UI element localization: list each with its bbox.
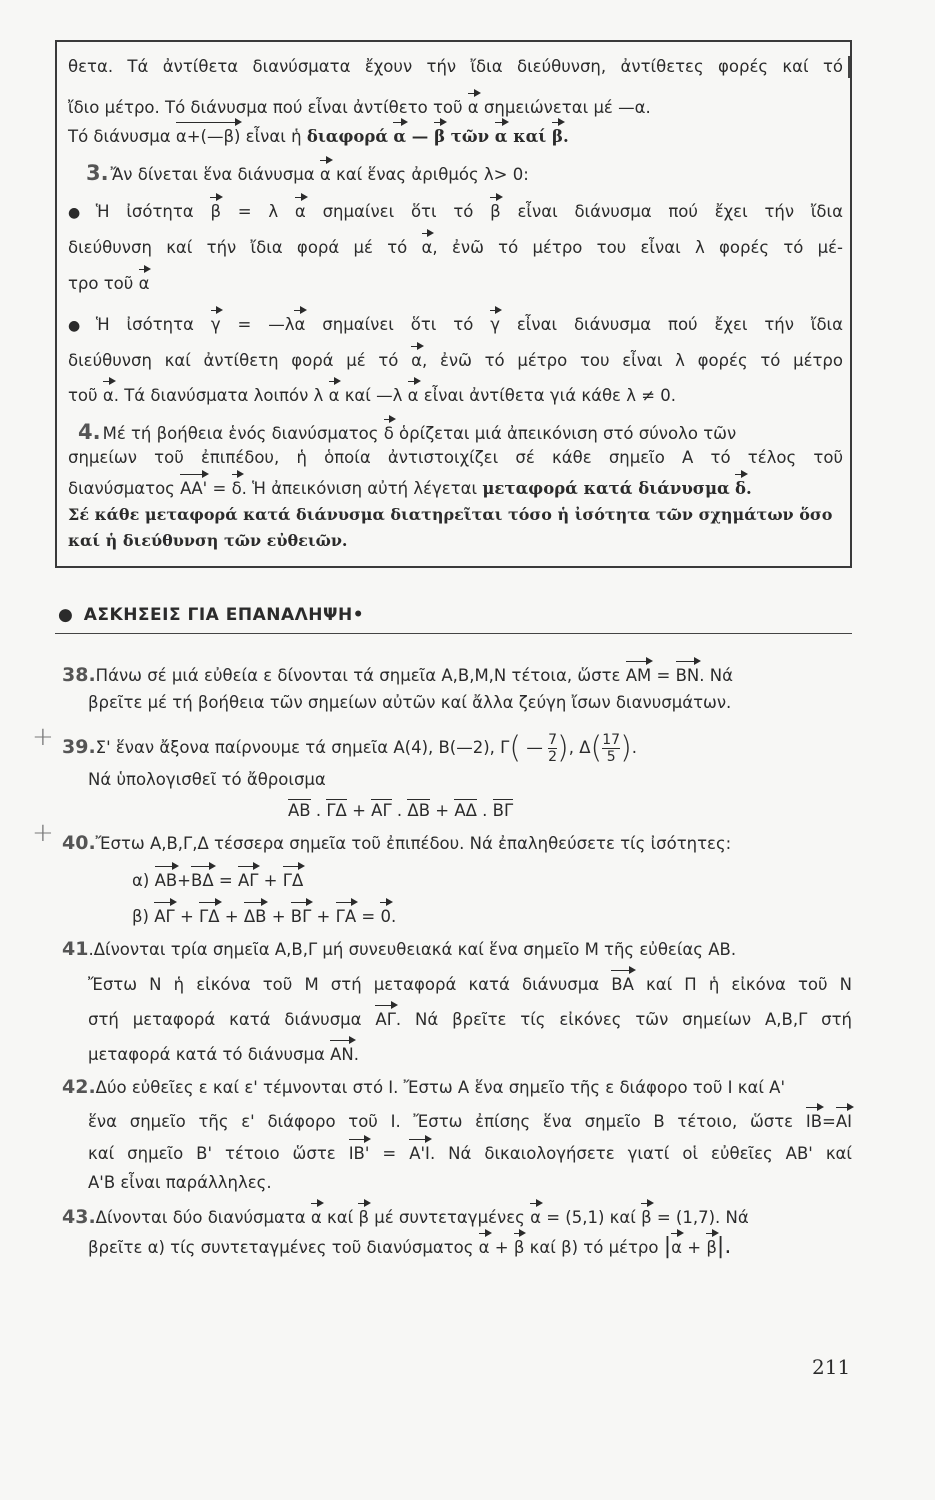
exercise-41: 41.Δίνονται τρία σημεῖα Α,Β,Γ μή συνευθειακά καί ἕνα σημεῖο Μ τῆς εὐθείας ΑΒ.	[62, 938, 737, 960]
exercise-42-line-2: ἕνα σημεῖο τῆς ε' διάφορο τοῦ Ι. Ἔστω ἐπίσης ἕνα σημεῖο Β τέτοιο, ὥστε ΙΒ=ΑΙ	[88, 1112, 852, 1131]
box-line-4: 3. Ἄν δίνεται ἕνα διάνυσμα α καί ἕνας ἀριθμός λ> 0:	[86, 161, 529, 185]
exercise-43: 43.Δίνονται δύο διανύσματα α καί β μέ συντεταγμένες α = (5,1) καί β = (1,7). Νά	[62, 1206, 749, 1228]
exercise-40-a: α) ΑΒ+ΒΔ = ΑΓ + ΓΔ	[132, 871, 304, 890]
box-line-1: θετα. Τά ἀντίθετα διανύσματα ἔχουν τήν ἴδια διεύθυνση, ἀντίθετες φορές καί τό	[68, 57, 843, 76]
exercise-38: 38.Πάνω σέ μιά εὐθεία ε δίνονται τά σημεῖα Α,Β,Μ,Ν τέτοια, ὥστε ΑΜ = ΒΝ. Νά	[62, 664, 733, 686]
box-line-8: ● Ἡ ἰσότητα γ = —λα σημαίνει ὅτι τό γ εἶναι διάνυσμα πού ἔχει τήν ἴδια	[68, 315, 843, 334]
vector-alpha-minus-beta: α+(—β)	[175, 127, 241, 146]
exercise-41-line-4: μεταφορά κατά τό διάνυσμα ΑΝ.	[88, 1045, 360, 1064]
exercise-40-b: β) ΑΓ + ΓΔ + ΔΒ + ΒΓ + ΓΑ = 0.	[132, 907, 397, 926]
margin-mark-39: +	[32, 722, 54, 752]
fraction-17-5: $\frac{17}{5}$	[602, 732, 621, 765]
term-difference: διαφορά	[306, 127, 389, 146]
box-line-3: Τό διάνυσμα α+(—β) εἶναι ἡ διαφορά α — β τῶν α καί β.	[68, 127, 569, 146]
section-rule	[55, 633, 852, 634]
bullet-icon: ●	[58, 605, 74, 625]
margin-mark-40: +	[32, 818, 54, 848]
exercise-41-line-3: στή μεταφορά κατά διάνυσμα ΑΓ. Νά βρεῖτε τίς εἰκόνες τῶν σημείων Α,Β,Γ στή	[88, 1010, 852, 1029]
exercise-43-line-2: βρεῖτε α) τίς συντεταγμένες τοῦ διανύσματος α + β καί β) τό μέτρο |α + β|.	[88, 1234, 732, 1259]
box-line-10: τοῦ α. Τά διανύσματα λοιπόν λ α καί —λ α εἶναι ἀντίθετα γιά κάθε λ ≠ 0.	[68, 386, 677, 405]
exercise-42-line-4: Α'Β εἶναι παράλληλες.	[88, 1173, 272, 1192]
box-line-9: διεύθυνση καί ἀντίθετη φορά μέ τό α, ἐνῶ τό μέτρο του εἶναι λ φορές τό μέτρο	[68, 351, 843, 370]
vector-alpha: α	[467, 98, 479, 117]
exercise-42-line-3: καί σημεῖο Β' τέτοιο ὥστε ΙΒ' = Α'Ι. Νά δικαιολογήσετε γιατί οἱ εὐθεῖες ΑΒ' καί	[88, 1144, 852, 1163]
box-line-12: σημείων τοῦ ἐπιπέδου, ἡ ὁποία ἀντιστοιχίζει σέ κάθε σημεῖο Α τό τέλος τοῦ	[68, 448, 843, 467]
box-line-7: τρο τοῦ α	[68, 274, 150, 293]
box-line-6: διεύθυνση καί τήν ἴδια φορά μέ τό α, ἐνῶ τό μέτρο του εἶναι λ φορές τό μέ-	[68, 238, 843, 257]
term-translation: μεταφορά κατά διάνυσμα	[482, 479, 730, 498]
bullet-icon: ●	[68, 318, 92, 334]
exercise-39-line-2: Νά ὑπολογισθεῖ τό ἄθροισμα	[88, 770, 326, 789]
box-line-5: ● Ἡ ἰσότητα β = λ α σημαίνει ὅτι τό β εἶναι διάνυσμα πού ἔχει τήν ἴδια	[68, 202, 843, 221]
exercise-38-line-2: βρεῖτε μέ τή βοήθεια τῶν σημείων αὐτῶν καί ἄλλα ζεύγη ἴσων διανυσμάτων.	[88, 693, 732, 712]
bullet-icon: ●	[68, 205, 92, 221]
box-line-2: ἴδιο μέτρο. Τό διάνυσμα πού εἶναι ἀντίθετο τοῦ α σημειώνεται μέ —α.	[68, 98, 651, 117]
box-line-14: Σέ κάθε μεταφορά κατά διάνυσμα διατηρεῖται τόσο ἡ ἰσότητα τῶν σχημάτων ὅσο	[68, 505, 833, 524]
box-line-15: καί ἡ διεύθυνση τῶν εὐθειῶν.	[68, 531, 348, 550]
page-number: 211	[812, 1355, 851, 1379]
exercise-40: 40.Ἔστω Α,Β,Γ,Δ τέσσερα σημεῖα τοῦ ἐπιπέδου. Νά ἐπαληθεύσετε τίς ἰσότητες:	[62, 832, 732, 854]
box-line-13: διανύσματος ΑΑ' = δ. Ἡ ἀπεικόνιση αὐτή λέγεται μεταφορά κατά διάνυσμα δ.	[68, 479, 752, 498]
item-number-4: 4.	[78, 420, 101, 444]
exercise-42: 42.Δύο εὐθεῖες ε καί ε' τέμνονται στό Ι. Ἔστω Α ἕνα σημεῖο τῆς ε διάφορο τοῦ Ι καί Α'	[62, 1076, 785, 1098]
exercise-39-sum: ΑΒ . ΓΔ + ΑΓ . ΔΒ + ΑΔ . ΒΓ	[288, 801, 514, 820]
exercise-39: 39.Σ' ἕναν ἄξονα παίρνουμε τά σημεῖα Α(4), Β(—2), Γ( — $\frac{7}{2}$ ), Δ( $\frac{17}{5}$ ).	[62, 730, 638, 766]
section-title: ● ΑΣΚΗΣΕΙΣ ΓΙΑ ΕΠΑΝΑΛΗΨΗ•	[58, 605, 365, 625]
box-line-11: 4. Μέ τή βοήθεια ἑνός διανύσματος δ ὁρίζεται μιά ἀπεικόνιση στό σύνολο τῶν	[78, 420, 737, 444]
item-number-3: 3.	[86, 161, 109, 185]
fraction-7-2: $\frac{7}{2}$	[548, 732, 558, 765]
exercise-41-line-2: Ἔστω Ν ἡ εἰκόνα τοῦ Μ στή μεταφορά κατά διάνυσμα ΒΑ καί Π ἡ εἰκόνα τοῦ Ν	[88, 975, 852, 994]
box-edge-mark	[848, 56, 850, 78]
